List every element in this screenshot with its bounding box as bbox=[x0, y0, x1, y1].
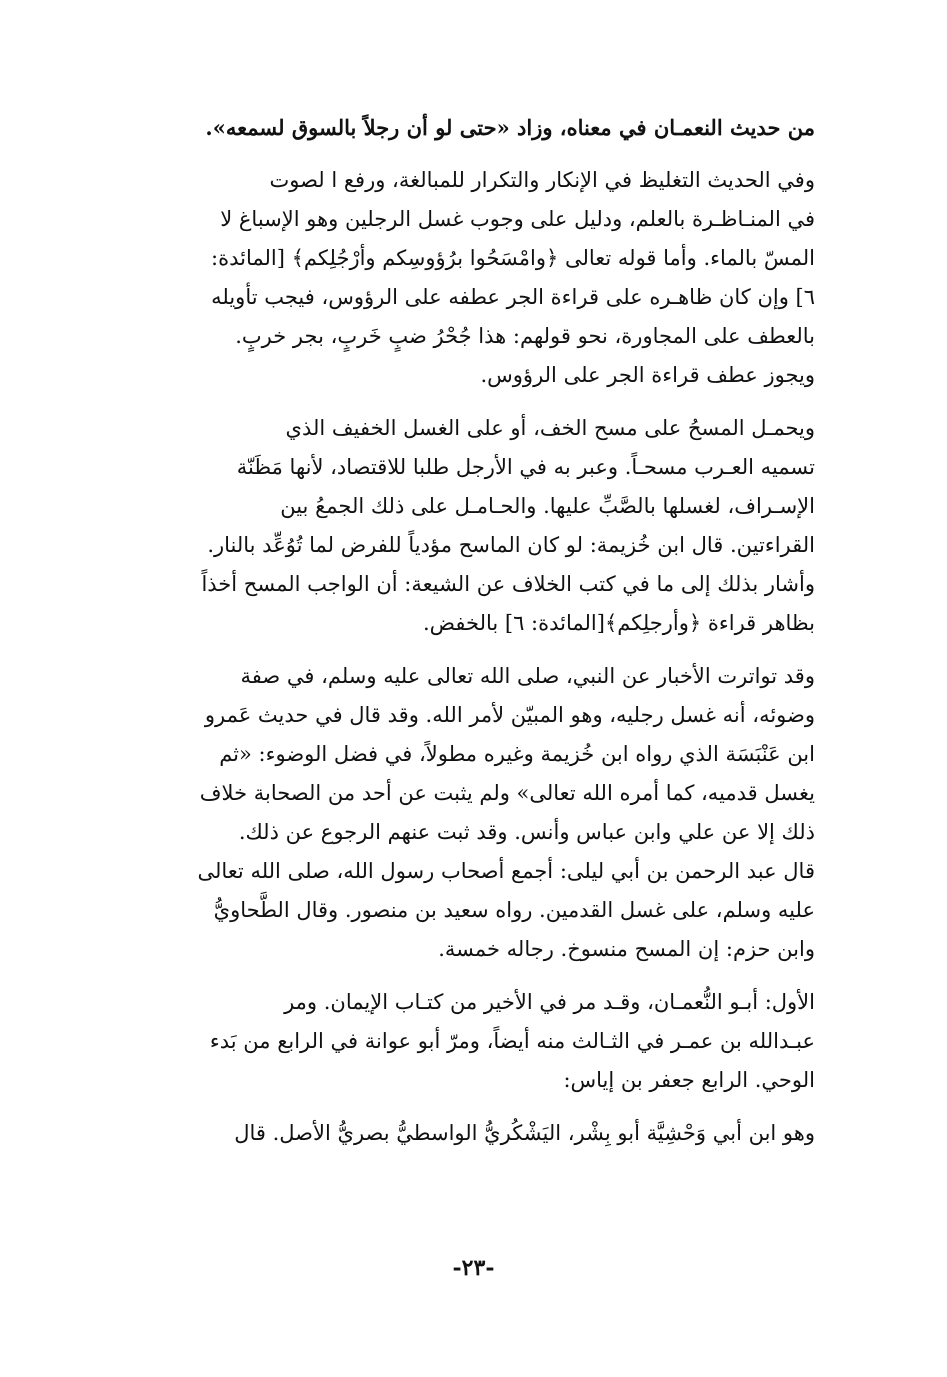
text-line: في المنـاظـرة بالعلم، ودليل على وجوب غسل الرجلين وهو الإسباغ لا bbox=[220, 207, 815, 231]
text-line: عبـدالله بن عمـر في الثـالث منه أيضاً، ومرّ أبو عوانة في الرابع من بَدء bbox=[209, 1029, 815, 1053]
text-line: من حديث النعمـان في معناه، وزاد «حتى لو أن رجلاً بالسوق لسمعه». bbox=[205, 115, 815, 140]
text-line: وهو ابن أبي وَحْشِيَّة أبو بِشْر، اليَشْكُريُّ الواسطيُّ بصريُّ الأصل. قال bbox=[234, 1121, 815, 1145]
text-line: عليه وسلم، على غسل القدمين. رواه سعيد بن منصور. وقال الطَّحاويُّ bbox=[213, 898, 815, 922]
text-line: القراءتين. قال ابن خُزيمة: لو كان الماسح مؤدياً للفرض لما تُوُعِّد بالنار. bbox=[207, 533, 815, 557]
text-line: ابن عَنْبَسَة الذي رواه ابن خُزيمة وغيره مطولاً، في فضل الوضوء: «ثم bbox=[219, 742, 815, 766]
text-line: ويجوز عطف قراءة الجر على الرؤوس. bbox=[480, 363, 815, 387]
text-line: ٦] وإن كان ظاهـره على قراءة الجر عطفه على الرؤوس، فيجب تأويله bbox=[211, 285, 815, 309]
text-line: ويحمـل المسحُ على مسح الخف، أو على الغسل الخفيف الذي bbox=[285, 416, 815, 440]
paragraph-4 bbox=[125, 657, 815, 969]
text-line: وفي الحديث التغليظ في الإنكار والتكرار للمبالغة، ورفع ا لصوت bbox=[269, 168, 815, 192]
page-number: -٢٣- bbox=[452, 1255, 495, 1281]
text-line: يغسل قدميه، كما أمره الله تعالى» ولم يثبت عن أحد من الصحابة خلاف bbox=[199, 781, 815, 805]
text-line: الوحي. الرابع جعفر بن إياس: bbox=[563, 1068, 815, 1092]
text-line: بظاهر قراءة ﴿وأرجلِكم﴾[المائدة: ٦] بالخفض. bbox=[422, 611, 815, 635]
text-line: وضوئه، أنه غسل رجليه، وهو المبيّن لأمر الله. وقد قال في حديث عَمرو bbox=[204, 703, 815, 727]
paragraph-3 bbox=[125, 409, 815, 643]
text-line: ذلك إلا عن علي وابن عباس وأنس. وقد ثبت عنهم الرجوع عن ذلك. bbox=[238, 820, 815, 844]
text-line: قال عبد الرحمن بن أبي ليلى: أجمع أصحاب رسول الله، صلى الله تعالى bbox=[197, 859, 815, 883]
paragraph-5 bbox=[125, 983, 815, 1100]
text-line: المسّ بالماء. وأما قوله تعالى ﴿وامْسَحُوا برُؤوسِكم وأرْجُلِكم﴾ [المائدة: bbox=[211, 246, 815, 270]
text-line: بالعطف على المجاورة، نحو قولهم: هذا جُحْرُ ضبٍ خَربٍ، بجر خربٍ. bbox=[235, 324, 815, 348]
text-line: الأول: أبـو النُّعمـان، وقـد مر في الأخير من كتـاب الإيمان. ومر bbox=[284, 990, 815, 1014]
text-line: الإسـراف، لغسلها بالصَّبِّ عليها. والحـامـل على ذلك الجمعُ بين bbox=[280, 494, 815, 518]
page-body bbox=[125, 108, 815, 1153]
text-line: وابن حزم: إن المسح منسوخ. رجاله خمسة. bbox=[438, 937, 815, 961]
paragraph-2 bbox=[125, 161, 815, 395]
text-line: وأشار بذلك إلى ما في كتب الخلاف عن الشيعة: أن الواجب المسح أخذاً bbox=[201, 572, 815, 596]
text-line: تسميه العـرب مسحـاً. وعبر به في الأرجل طلبا للاقتصاد، لأنها مَظَنّة bbox=[236, 455, 815, 479]
paragraph-1 bbox=[125, 108, 815, 147]
text-line: وقد تواترت الأخبار عن النبي، صلى الله تعالى عليه وسلم، في صفة bbox=[240, 664, 815, 688]
paragraph-6 bbox=[125, 1114, 815, 1153]
